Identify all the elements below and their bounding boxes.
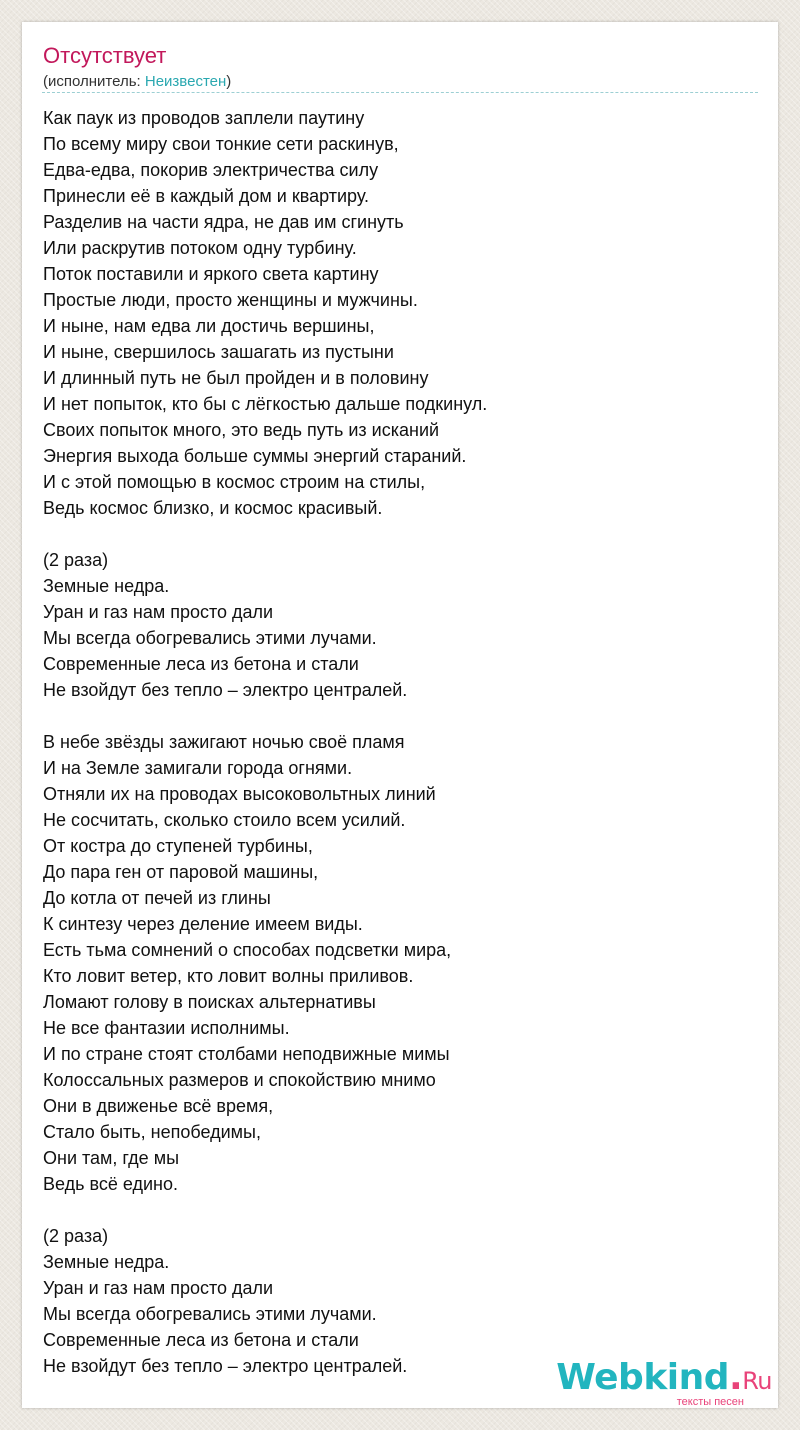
lyric-line: И нет попыток, кто бы с лёгкостью дальше подкинул. [43,394,488,414]
lyric-line: Стало быть, непобедимы, [43,1122,261,1142]
lyric-line: Земные недра. [43,576,170,596]
lyric-line: Они в движенье всё время, [43,1096,274,1116]
lyric-line: Отняли их на проводах высоковольтных линий [43,784,436,804]
lyric-line: Разделив на части ядра, не дав им сгинуть [43,212,404,232]
lyric-line: И с этой помощью в космос строим на стилы, [43,472,426,492]
lyric-line: Уран и газ нам просто дали [43,1278,274,1298]
lyric-line: К синтезу через деление имеем виды. [43,914,363,934]
artist-line [43,72,231,92]
lyric-line: До котла от печей из глины [43,888,271,908]
logo-word: Webkind [556,1357,729,1398]
lyric-line: Энергия выхода больше суммы энергий стараний. [43,446,467,466]
lyric-line: Мы всегда обогревались этими лучами. [43,1304,377,1324]
lyric-line: И ныне, свершилось зашагать из пустыни [43,342,394,362]
lyrics-stanza [43,729,753,1197]
lyric-line: Современные леса из бетона и стали [43,654,359,674]
lyric-line: Мы всегда обогревались этими лучами. [43,628,377,648]
lyrics-stanza [43,547,753,703]
lyric-line: И ныне, нам едва ли достичь вершины, [43,316,375,336]
lyric-line: Принесли её в каждый дом и квартиру. [43,186,370,206]
logo-tagline: тексты песен [676,1396,744,1408]
lyric-line: Уран и газ нам просто дали [43,602,274,622]
logo-dot: . [729,1357,743,1398]
artist-suffix: ) [226,73,232,90]
lyric-line: Колоссальных размеров и спокойствию мнимо [43,1070,436,1090]
lyric-line: Не сосчитать, сколько стоило всем усилий. [43,810,406,830]
lyric-line: Не взойдут без тепло – электро централей. [43,1356,408,1376]
lyric-line: Как паук из проводов заплели паутину [43,108,365,128]
lyric-line: И по стране стоят столбами неподвижные мимы [43,1044,450,1064]
lyric-line: Своих попыток много, это ведь путь из исканий [43,420,440,440]
lyric-line: Земные недра. [43,1252,170,1272]
lyric-line: Ломают голову в поисках альтернативы [43,992,376,1012]
song-title: Отсутствует [43,43,167,68]
lyric-line: Или раскрутив потоком одну турбину. [43,238,357,258]
lyric-line: Не взойдут без тепло – электро централей. [43,680,408,700]
lyric-line: (2 раза) [43,550,109,570]
lyrics-stanza [43,1223,753,1379]
lyric-line: До пара ген от паровой машины, [43,862,319,882]
site-logo[interactable] [556,1359,772,1408]
artist-link[interactable]: Неизвестен [144,73,227,90]
lyric-line: Современные леса из бетона и стали [43,1330,359,1350]
lyric-line: Не все фантазии исполнимы. [43,1018,290,1038]
artist-prefix: (исполнитель: [43,73,145,90]
header-divider [42,92,758,93]
lyrics-card [22,22,778,1408]
lyric-line: По всему миру свои тонкие сети раскинув, [43,134,399,154]
lyric-line: Ведь космос близко, и космос красивый. [43,498,383,518]
lyric-line: От костра до ступеней турбины, [43,836,313,856]
lyrics-body [43,105,753,1379]
lyric-line: Простые люди, просто женщины и мужчины. [43,290,418,310]
lyric-line: Поток поставили и яркого света картину [43,264,379,284]
lyric-line: И на Земле замигали города огнями. [43,758,353,778]
lyric-line: Они там, где мы [43,1148,180,1168]
logo-tld: Ru [742,1367,772,1395]
lyric-line: Едва-едва, покорив электричества силу [43,160,379,180]
lyric-line: Есть тьма сомнений о способах подсветки мира, [43,940,452,960]
lyrics-stanza [43,105,753,521]
lyric-line: Кто ловит ветер, кто ловит волны приливов. [43,966,414,986]
lyric-line: Ведь всё едино. [43,1174,178,1194]
lyric-line: (2 раза) [43,1226,109,1246]
lyric-line: В небе звёзды зажигают ночью своё пламя [43,732,405,752]
logo-wordmark [556,1359,772,1400]
lyric-line: И длинный путь не был пройден и в половину [43,368,429,388]
